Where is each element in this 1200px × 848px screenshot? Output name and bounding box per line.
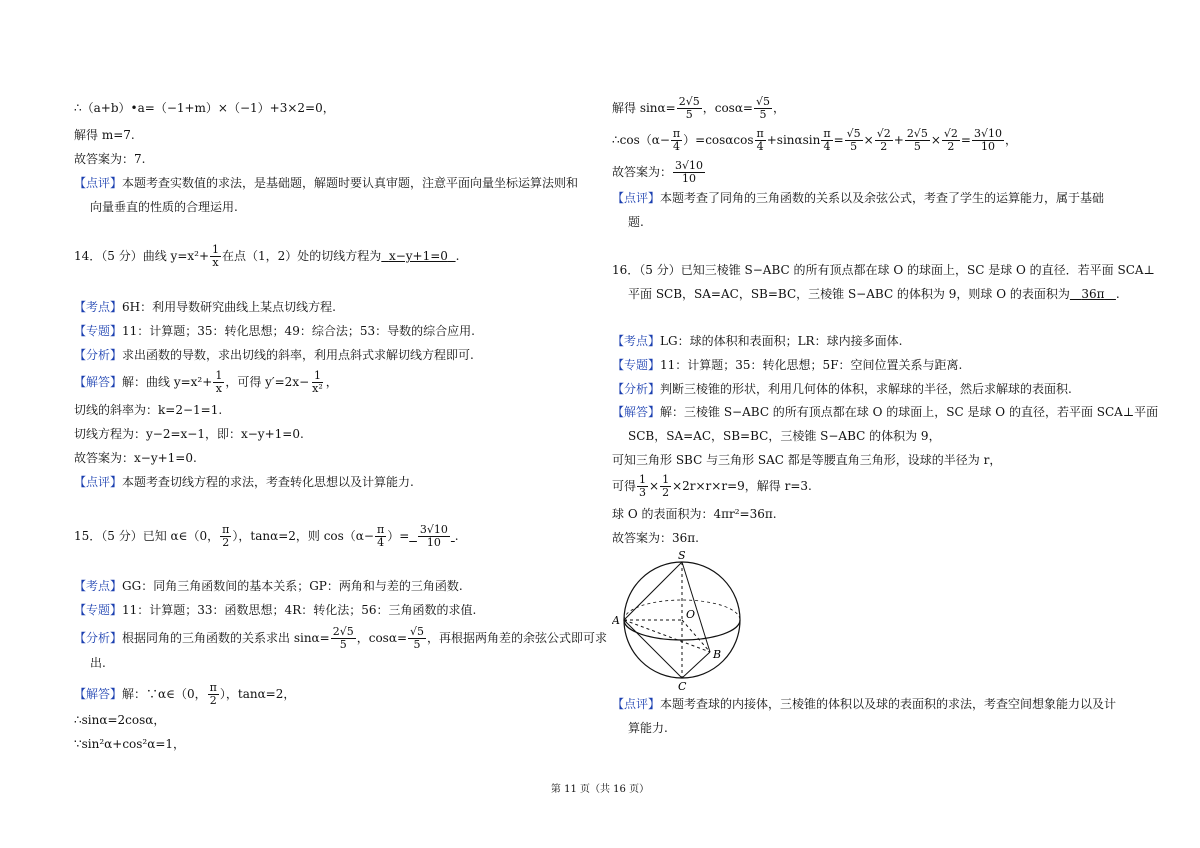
solution-14: 【解答】解：曲线 y=x²+ $\frac{1}{x}$ ，可得 y′=2x− $\frac{1}{\text{x²}}$ ， bbox=[74, 369, 338, 395]
comment-13-line2: 向量垂直的性质的合理运用. bbox=[90, 200, 238, 214]
edge-SB bbox=[682, 562, 710, 652]
question-16-line1: 16．（5 分）已知三棱锥 S−ABC 的所有顶点都在球 O 的球面上，SC 是球 O 的直径．若平面 SCA⊥ bbox=[612, 263, 1155, 277]
solve-m-line: 解得 m=7. bbox=[74, 128, 135, 142]
edge-AC bbox=[624, 620, 682, 678]
answer-blank-14: x−y+1=0 bbox=[388, 249, 448, 263]
sphere-tetrahedron-figure bbox=[612, 548, 762, 692]
comment-15-line2: 题. bbox=[628, 215, 644, 229]
analysis-15: 【分析】根据同角的三角函数的关系求出 sinα= $\frac{2√5}{5}$ ，cosα= $\frac{√5}{5}$ ，再根据两角差的余弦公式即可求 bbox=[74, 625, 608, 651]
question-16-line2: 平面 SCB，SA=AC，SB=BC，三棱锥 S−ABC 的体积为 9，则球 O 的表面积为 36π . bbox=[628, 287, 1120, 301]
cos-difference-calc: ∴cos（α− $\frac{\pi}{4}$ ）=cosαcos $\frac{\pi}{4}$ +sinαsin $\frac{\pi}{4}$ = $\frac{√5}{5}$ × $\frac{√2}{2}$ + $\frac{2√5}{5}$ × $\frac{√2}{2}$ = $\frac{3√10}{10}$ ， bbox=[612, 127, 1017, 153]
volume-equation: 可得 $\frac{1}{3}$ × $\frac{1}{2}$ ×2r×r×r=9，解得 r=3. bbox=[612, 473, 812, 499]
keypoint-16: 【考点】LG：球的体积和表面积；LR：球内接多面体. bbox=[612, 334, 903, 348]
comment-16-line2: 算能力. bbox=[628, 721, 668, 735]
triangle-shape-line: 可知三角形 SBC 与三角形 SAC 都是等腰直角三角形，设球的半径为 r， bbox=[612, 453, 1002, 467]
solution-16: 【解答】解：三棱锥 S−ABC 的所有顶点都在球 O 的球面上，SC 是球 O 的直径，若平面 SCA⊥平面 bbox=[612, 405, 1159, 419]
pythagorean-identity: ∵sin²α+cos²α=1， bbox=[74, 737, 186, 751]
comment-tag: 【点评】 bbox=[74, 176, 123, 190]
comment-15: 【点评】本题考查了同角的三角函数的关系以及余弦公式，考查了学生的运算能力，属于基础 bbox=[612, 191, 1105, 205]
slope-line: 切线的斜率为：k=2−1=1. bbox=[74, 403, 223, 417]
answer-blank-16: 36π bbox=[1081, 287, 1105, 301]
question-15: 15．（5 分）已知 α∈（0， $\frac{\pi}{2}$ ），tanα=2，则 cos（α− $\frac{\pi}{4}$ ）= $\frac{3√10}{10}$ . bbox=[74, 523, 459, 549]
label-O: O bbox=[686, 608, 696, 621]
label-A: A bbox=[612, 614, 620, 627]
comment-16: 【点评】本题考查球的内接体，三棱锥的体积以及球的表面积的求法，考查空间想象能力以及计 bbox=[612, 697, 1117, 711]
answer-15-line: 故答案为： $\frac{3√10}{10}$ bbox=[612, 159, 704, 185]
segment-OB bbox=[682, 620, 710, 652]
keypoint-15: 【考点】GG：同角三角函数间的基本关系；GP：两角和与差的三角函数. bbox=[74, 579, 463, 593]
fraction: $\frac{1}{x}$ bbox=[212, 243, 220, 269]
solution-16-line2: SCB，SA=AC，SB=BC，三棱锥 S−ABC 的体积为 9， bbox=[628, 429, 941, 443]
label-B: B bbox=[713, 648, 722, 661]
surface-area-line: 球 O 的表面积为：4πr²=36π. bbox=[612, 507, 777, 521]
solution-15: 【解答】解：∵α∈（0， $\frac{\pi}{2}$ ），tanα=2， bbox=[74, 681, 296, 707]
edge-BC bbox=[682, 652, 710, 678]
sin-cos-values: 解得 sinα= $\frac{2√5}{5}$ ，cosα= $\frac{√5}{5}$ ， bbox=[612, 95, 786, 121]
tangent-line-eq: 切线方程为：y−2=x−1，即：x−y+1=0. bbox=[74, 427, 304, 441]
page-footer: 第 11 页（共 16 页） bbox=[550, 784, 650, 795]
answer-blank-15: $\frac{3√10}{10}$ bbox=[419, 523, 448, 549]
topic-14: 【专题】11：计算题；35：转化思想；49：综合法；53：导数的综合应用. bbox=[74, 324, 475, 338]
comment-14: 【点评】本题考查切线方程的求法，考查转化思想以及计算能力. bbox=[74, 475, 414, 489]
analysis-15-line2: 出. bbox=[90, 656, 106, 670]
answer-16-line: 故答案为：36π. bbox=[612, 531, 699, 545]
answer-14-line: 故答案为：x−y+1=0. bbox=[74, 451, 197, 465]
vector-equation-line: ∴（a+b）•a=（−1+m）×（−1）+3×2=0， bbox=[74, 101, 335, 115]
label-C: C bbox=[678, 680, 687, 692]
topic-16: 【专题】11：计算题；35：转化思想；5F：空间位置关系与距离. bbox=[612, 358, 963, 372]
label-S: S bbox=[678, 549, 686, 562]
analysis-16: 【分析】判断三棱锥的形状，利用几何体的体积，求解球的半径，然后求解球的表面积. bbox=[612, 382, 1072, 396]
question-14: 14．（5 分）曲线 y=x²+ $\frac{1}{x}$ 在点（1，2）处的切线方程为 x−y+1=0 . bbox=[74, 243, 460, 269]
sin-cos-relation: ∴sinα=2cosα， bbox=[74, 713, 166, 727]
edge-AB bbox=[624, 620, 710, 652]
keypoint-14: 【考点】6H：利用导数研究曲线上某点切线方程. bbox=[74, 300, 336, 314]
topic-15: 【专题】11：计算题；33：函数思想；4R：转化法；56：三角函数的求值. bbox=[74, 603, 477, 617]
edge-SA bbox=[624, 562, 682, 620]
analysis-14: 【分析】求出函数的导数，求出切线的斜率，利用点斜式求解切线方程即可. bbox=[74, 348, 474, 362]
answer-13-line: 故答案为：7. bbox=[74, 152, 146, 166]
comment-13-line1: 【点评】本题考查实数值的求法，是基础题，解题时要认真审题，注意平面向量坐标运算法则和 bbox=[74, 176, 579, 190]
